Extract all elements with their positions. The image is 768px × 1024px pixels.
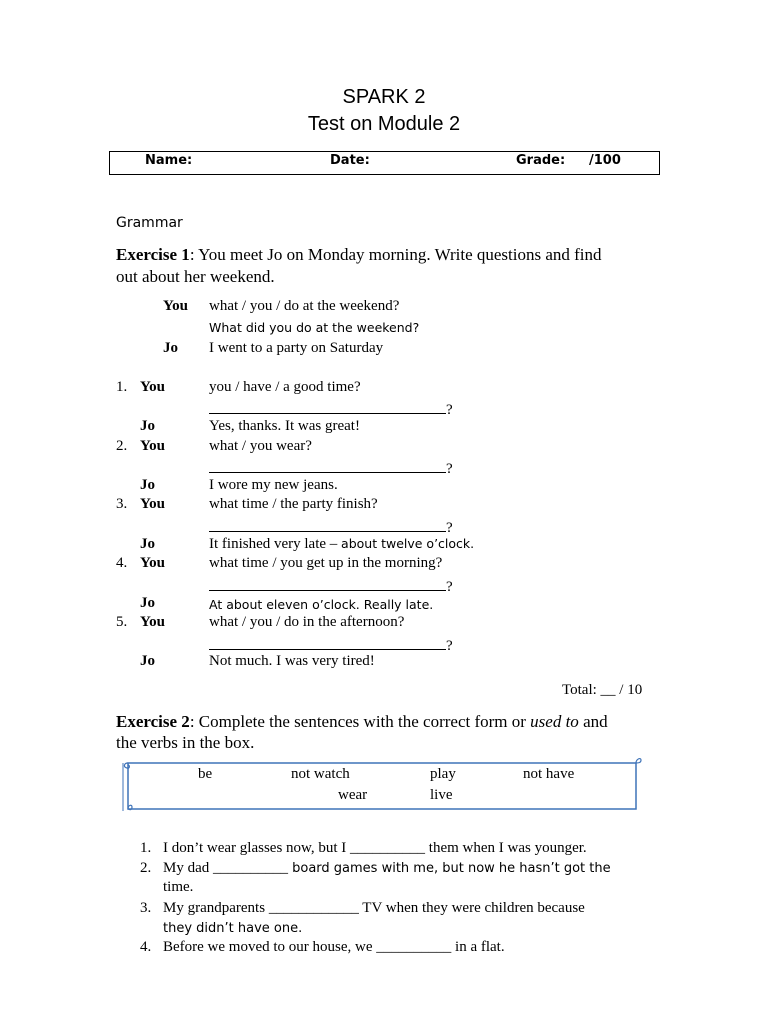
jo-label: Jo (140, 418, 155, 434)
item-number: 1. (116, 379, 128, 395)
ex2-sentence (163, 900, 585, 917)
ex1-instructions (116, 245, 602, 265)
jo-reply: Not much. I was very tired! (209, 653, 375, 669)
question-prompt: you / have / a good time? (209, 379, 361, 395)
jo-reply (209, 536, 474, 553)
question-mark: ? (446, 579, 453, 595)
example-reply: I went to a party on Saturday (209, 340, 384, 356)
sentence-part: in a flat. (451, 939, 505, 955)
jo-reply: At about eleven o’clock. Really late. (209, 597, 434, 612)
sentence-part: I don’t wear glasses now, but I (163, 840, 351, 856)
ex2-instr-italic: used to (530, 712, 579, 731)
ex2-instr-a: : Complete the sentences with the correct form or (189, 712, 531, 731)
blank[interactable]: __________ (376, 939, 452, 955)
ex2-sentence-cont: they didn’t have one. (163, 921, 303, 936)
answer-line[interactable] (209, 516, 453, 537)
you-label: You (140, 614, 166, 630)
blank[interactable] (209, 457, 446, 473)
jo-label: Jo (140, 477, 155, 493)
ex2-sentence (163, 860, 611, 877)
box-word: be (198, 766, 213, 782)
blank[interactable] (209, 634, 446, 650)
jo-reply-part-a: It finished very late – (209, 536, 342, 552)
ex2-instr-2: the verbs in the box. (116, 733, 255, 752)
ex2-sentence (163, 939, 505, 956)
blank[interactable] (209, 516, 446, 532)
answer-line[interactable] (209, 575, 453, 596)
question-prompt: what time / you get up in the morning? (209, 555, 443, 571)
question-prompt: what / you / do in the afternoon? (209, 614, 405, 630)
you-label: You (140, 438, 166, 454)
box-word: live (430, 787, 453, 803)
sentence-part: Before we moved to our house, we (163, 939, 377, 955)
item-number: 4. (116, 555, 128, 571)
jo-reply: Yes, thanks. It was great! (209, 418, 360, 434)
question-prompt: what / you wear? (209, 438, 312, 454)
jo-label: Jo (140, 595, 155, 611)
question-prompt: what time / the party finish? (209, 496, 378, 512)
you-label: You (140, 555, 166, 571)
ex2-instr-b: and (578, 712, 608, 731)
question-mark: ? (446, 461, 453, 477)
jo-label: Jo (140, 536, 155, 552)
blank[interactable]: __________ (350, 840, 426, 856)
date-label: Date: (330, 153, 370, 168)
box-word: not watch (291, 766, 350, 782)
ex2-item-number: 4. (140, 939, 152, 955)
grade-label: Grade: (516, 153, 566, 168)
answer-line[interactable] (209, 398, 453, 419)
section-heading: Grammar (116, 215, 183, 231)
blank[interactable] (209, 398, 446, 414)
blank[interactable]: __________ (213, 860, 288, 876)
sentence-part: My dad (163, 860, 213, 876)
sentence-part: My grandparents (163, 900, 269, 916)
jo-reply: I wore my new jeans. (209, 477, 338, 493)
ex1-label: Exercise 1 (116, 245, 190, 264)
grade-total: /100 (589, 153, 621, 168)
you-label: You (140, 379, 166, 395)
exercise-total: Total: __ / 10 (562, 682, 643, 698)
item-number: 3. (116, 496, 128, 512)
example-jo-label: Jo (163, 340, 178, 356)
jo-reply-part-b: about twelve o’clock. (341, 536, 475, 551)
jo-label: Jo (140, 653, 155, 669)
sentence-part: board games with me, but now he hasn’t got the (288, 861, 611, 876)
ex2-item-number: 1. (140, 840, 152, 856)
box-word: wear (338, 787, 368, 803)
page-subtitle: Test on Module 2 (307, 113, 461, 135)
you-label: You (140, 496, 166, 512)
answer-line[interactable] (209, 457, 453, 478)
question-mark: ? (446, 520, 453, 536)
box-word: not have (523, 766, 575, 782)
item-number: 2. (116, 438, 128, 454)
example-you-label: You (163, 298, 189, 314)
sentence-part: them when I was younger. (425, 840, 587, 856)
ex2-sentence-cont: time. (163, 879, 194, 895)
example-prompt: what / you / do at the weekend? (209, 298, 400, 314)
blank[interactable]: ____________ (268, 900, 359, 916)
page-title: SPARK 2 (342, 86, 426, 108)
ex1-instr-2: out about her weekend. (116, 267, 275, 286)
example-answer: What did you do at the weekend? (209, 320, 420, 335)
answer-line[interactable] (209, 634, 453, 655)
ex1-instr-1: : You meet Jo on Monday morning. Write questions and find (189, 245, 602, 264)
ex2-label: Exercise 2 (116, 712, 190, 731)
name-label: Name: (145, 153, 193, 168)
sentence-part: TV when they were children because (358, 900, 585, 916)
ex2-instructions (116, 712, 608, 732)
box-word: play (430, 766, 456, 782)
ex2-item-number: 3. (140, 900, 152, 916)
question-mark: ? (446, 402, 453, 418)
item-number: 5. (116, 614, 128, 630)
blank[interactable] (209, 575, 446, 591)
question-mark: ? (446, 638, 453, 654)
ex2-sentence (163, 840, 587, 857)
ex2-item-number: 2. (140, 860, 152, 876)
